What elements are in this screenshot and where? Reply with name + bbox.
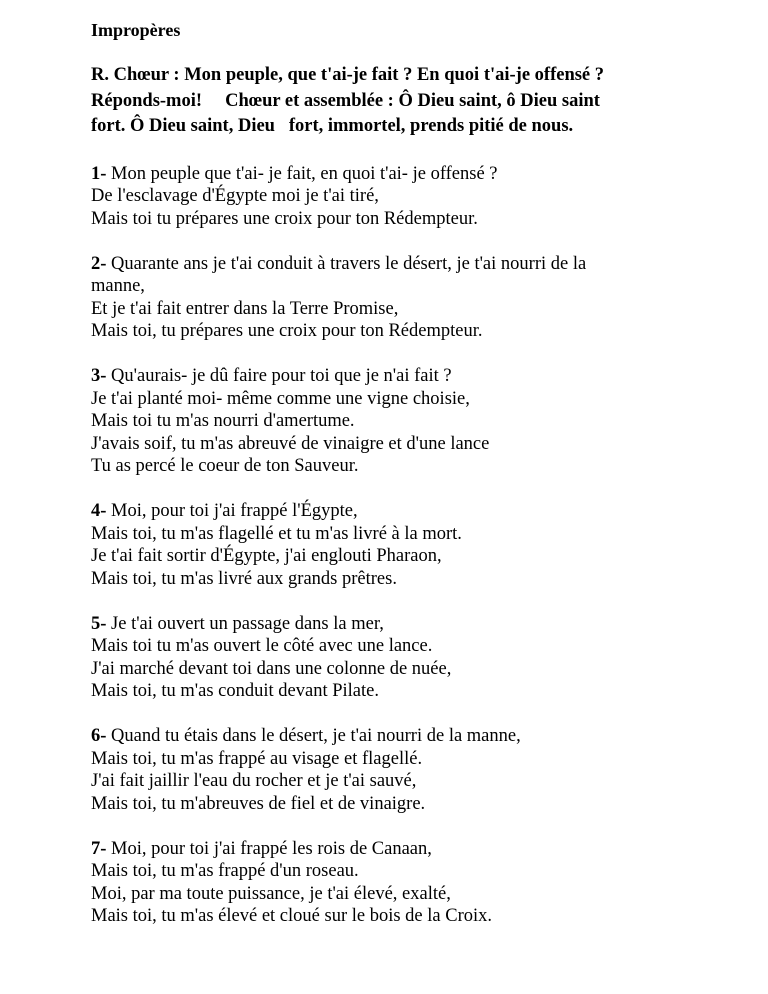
refrain-line: Réponds-moi! Chœur et assemblée : Ô Dieu saint, ô Dieu saint	[91, 90, 600, 111]
stanza-text: Moi, pour toi j'ai frappé les rois de Canaan,	[111, 838, 432, 859]
stanza-line: Mais toi, tu m'as frappé au visage et flagellé.	[91, 748, 423, 769]
stanza-line: Je t'ai fait sortir d'Égypte, j'ai englouti Pharaon,	[91, 546, 442, 566]
stanza-number: 3-	[91, 366, 107, 386]
stanza-line: Tu as percé le coeur de ton Sauveur.	[91, 456, 359, 476]
stanza-4	[91, 500, 751, 590]
stanza-line: Mais toi, tu m'as flagellé et tu m'as livré à la mort.	[91, 523, 462, 544]
stanza-7	[91, 838, 751, 928]
stanza-number: 4-	[91, 501, 107, 521]
stanza-line	[91, 500, 751, 523]
document-page	[91, 18, 751, 950]
stanza-line: Mais toi, tu m'as frappé d'un roseau.	[91, 861, 359, 881]
stanza-line: Et je t'ai fait entrer dans la Terre Promise,	[91, 298, 399, 319]
stanza-text: Moi, pour toi j'ai frappé l'Égypte,	[111, 501, 358, 521]
stanza-line: Mais toi, tu m'abreuves de fiel et de vinaigre.	[91, 793, 426, 814]
stanza-2	[91, 253, 751, 343]
stanza-line: Mais toi, tu m'as élevé et cloué sur le bois de la Croix.	[91, 906, 492, 926]
stanza-3	[91, 365, 751, 478]
stanza-line: J'ai fait jaillir l'eau du rocher et je t'ai sauvé,	[91, 771, 417, 791]
stanza-line: Mais toi tu m'as ouvert le côté avec une lance.	[91, 636, 433, 656]
stanza-line	[91, 725, 751, 748]
refrain-line: fort. Ô Dieu saint, Dieu fort, immortel, prends pitié de nous.	[91, 116, 574, 136]
stanza-number: 1-	[91, 163, 107, 184]
stanza-line: manne,	[91, 276, 145, 296]
stanza-number: 2-	[91, 253, 107, 274]
stanza-line: Je t'ai planté moi- même comme une vigne choisie,	[91, 388, 470, 409]
stanza-line: Mais toi, tu prépares une croix pour ton Rédempteur.	[91, 321, 483, 341]
stanza-line: J'avais soif, tu m'as abreuvé de vinaigre et d'une lance	[91, 433, 490, 454]
stanza-line: Mais toi, tu m'as conduit devant Pilate.	[91, 681, 379, 701]
stanza-line: De l'esclavage d'Égypte moi je t'ai tiré,	[91, 186, 379, 206]
stanza-text: Je t'ai ouvert un passage dans la mer,	[111, 613, 384, 634]
stanza-text: Quand tu étais dans le désert, je t'ai nourri de la manne,	[111, 726, 521, 746]
stanza-text: Quarante ans je t'ai conduit à travers le désert, je t'ai nourri de la	[111, 253, 587, 274]
stanza-line: Mais toi, tu m'as livré aux grands prêtres.	[91, 568, 397, 589]
stanza-number: 5-	[91, 613, 107, 634]
stanza-5	[91, 613, 751, 703]
stanza-number: 7-	[91, 838, 107, 859]
document-title: Impropères	[91, 20, 181, 40]
stanza-line	[91, 163, 751, 186]
stanza-line: Mais toi tu prépares une croix pour ton Rédempteur.	[91, 208, 478, 229]
stanza-line	[91, 365, 751, 388]
stanza-text: Qu'aurais- je dû faire pour toi que je n'ai fait ?	[111, 366, 452, 386]
stanza-6	[91, 725, 751, 815]
stanza-number: 6-	[91, 726, 107, 746]
stanza-line	[91, 253, 751, 276]
stanza-1	[91, 163, 751, 231]
stanza-line: J'ai marché devant toi dans une colonne de nuée,	[91, 658, 452, 679]
refrain-line: R. Chœur : Mon peuple, que t'ai-je fait ? En quoi t'ai-je offensé ?	[91, 65, 605, 85]
stanza-line: Moi, par ma toute puissance, je t'ai élevé, exalté,	[91, 883, 451, 904]
refrain	[91, 63, 751, 140]
stanza-line: Mais toi tu m'as nourri d'amertume.	[91, 411, 355, 431]
stanza-line	[91, 613, 751, 636]
stanza-line	[91, 838, 751, 861]
stanza-text: Mon peuple que t'ai- je fait, en quoi t'ai- je offensé ?	[111, 163, 498, 184]
